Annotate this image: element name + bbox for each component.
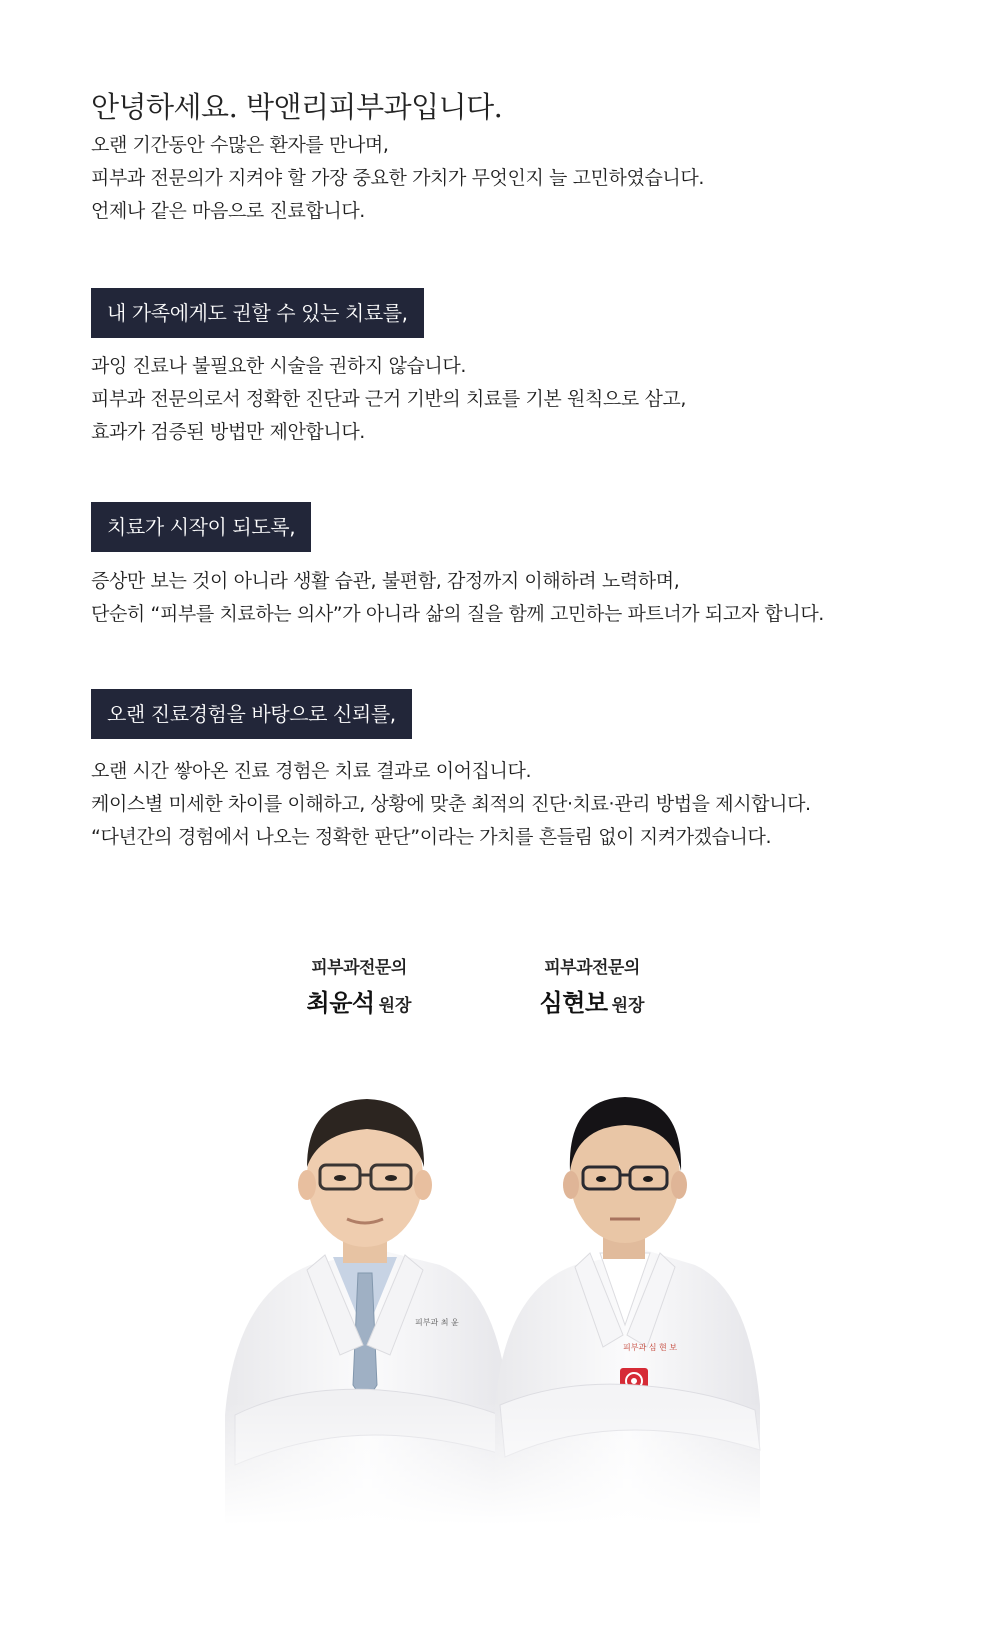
doctor-title: 원장 (611, 996, 645, 1016)
section-heading-start: 치료가 시작이 되도록, (91, 502, 311, 552)
section-line: 케이스별 미세한 차이를 이해하고, 상황에 맞춘 최적의 진단·치료·관리 방법을 제시합니다. (91, 793, 811, 815)
doctor-name-line (492, 988, 692, 1021)
doctor-caption-sim (492, 956, 692, 1021)
doctor-caption-choi (259, 956, 459, 1021)
section-heading-family: 내 가족에게도 권할 수 있는 치료를, (91, 288, 424, 338)
section-paragraph-family (91, 350, 686, 449)
doctor-specialty: 피부과전문의 (544, 958, 640, 978)
page-title: 안녕하세요. 박앤리피부과입니다. (91, 90, 503, 125)
section-line: 과잉 진료나 불필요한 시술을 권하지 않습니다. (91, 355, 466, 377)
section-heading-trust: 오랜 진료경험을 바탕으로 신뢰를, (91, 689, 412, 739)
section-line: 단순히 “피부를 치료하는 의사”가 아니라 삶의 질을 함께 고민하는 파트너가 되고자 합니다. (91, 603, 824, 625)
section-line: “다년간의 경험에서 나오는 정확한 판단”이라는 가치를 흔들림 없이 지켜가겠습니다. (91, 826, 772, 848)
doctor-name-line (259, 988, 459, 1021)
section-line: 효과가 검증된 방법만 제안합니다. (91, 421, 365, 443)
section-line: 오랜 시간 쌓아온 진료 경험은 치료 결과로 이어집니다. (91, 760, 532, 782)
section-paragraph-start (91, 565, 824, 631)
intro-line: 언제나 같은 마음으로 진료합니다. (91, 200, 365, 222)
doctors-photo (215, 1085, 775, 1525)
doctor-title: 원장 (378, 996, 412, 1016)
intro-paragraph (91, 129, 704, 228)
section-line: 증상만 보는 것이 아니라 생활 습관, 불편함, 감정까지 이해하려 노력하며, (91, 570, 680, 592)
intro-line: 오랜 기간동안 수많은 환자를 만나며, (91, 134, 389, 156)
intro-line: 피부과 전문의가 지켜야 할 가장 중요한 가치가 무엇인지 늘 고민하였습니다. (91, 167, 704, 189)
section-line: 피부과 전문의로서 정확한 진단과 근거 기반의 치료를 기본 원칙으로 삼고, (91, 388, 687, 410)
section-paragraph-trust (91, 755, 811, 854)
doctor-name: 심현보 (539, 989, 608, 1017)
doctor-name: 최윤석 (306, 989, 375, 1017)
doctor-specialty: 피부과전문의 (311, 958, 407, 978)
